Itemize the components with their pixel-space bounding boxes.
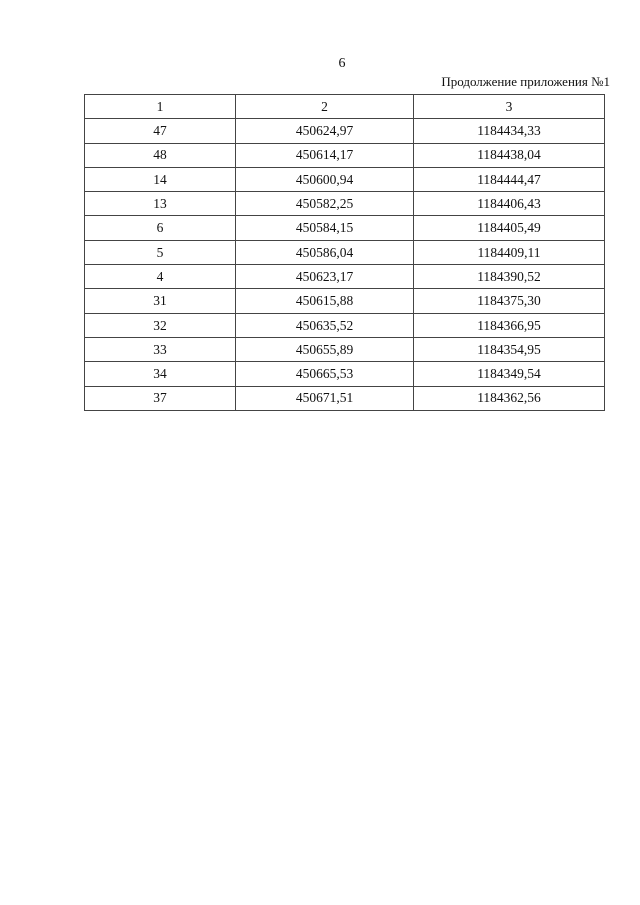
table-cell: 1184405,49 (414, 216, 605, 240)
table-cell: 450600,94 (236, 167, 414, 191)
table-row (85, 289, 605, 313)
table-cell: 450624,97 (236, 119, 414, 143)
table-cell: 1184434,33 (414, 119, 605, 143)
page-number: 6 (338, 56, 346, 71)
column-header: 3 (414, 95, 605, 119)
continuation-heading: Продолжение приложения №1 (441, 74, 610, 89)
table-cell: 48 (85, 143, 236, 167)
table-row (85, 337, 605, 361)
column-header: 1 (85, 95, 236, 119)
table-cell: 1184349,54 (414, 362, 605, 386)
table-cell: 450582,25 (236, 192, 414, 216)
table-cell: 450586,04 (236, 240, 414, 264)
table-cell: 1184406,43 (414, 192, 605, 216)
table-body (85, 95, 605, 411)
table-cell: 13 (85, 192, 236, 216)
table-row (85, 386, 605, 410)
table-cell: 450614,17 (236, 143, 414, 167)
table-cell: 34 (85, 362, 236, 386)
table-cell: 450635,52 (236, 313, 414, 337)
table-row (85, 265, 605, 289)
table-row (85, 143, 605, 167)
table-header-row (85, 95, 605, 119)
table-row (85, 313, 605, 337)
table-cell: 1184354,95 (414, 337, 605, 361)
table-cell: 1184438,04 (414, 143, 605, 167)
table-cell: 450655,89 (236, 337, 414, 361)
table-cell: 14 (85, 167, 236, 191)
table-row (85, 216, 605, 240)
table-cell: 450671,51 (236, 386, 414, 410)
table-cell: 32 (85, 313, 236, 337)
table-cell: 1184390,52 (414, 265, 605, 289)
coordinates-table (84, 94, 605, 411)
table-cell: 5 (85, 240, 236, 264)
table-cell: 1184362,56 (414, 386, 605, 410)
table-row (85, 119, 605, 143)
table-cell: 450584,15 (236, 216, 414, 240)
table-cell: 4 (85, 265, 236, 289)
table-row (85, 240, 605, 264)
table-cell: 6 (85, 216, 236, 240)
table-cell: 33 (85, 337, 236, 361)
column-header: 2 (236, 95, 414, 119)
table-row (85, 362, 605, 386)
table-cell: 37 (85, 386, 236, 410)
table-row (85, 192, 605, 216)
table-cell: 450623,17 (236, 265, 414, 289)
table-cell: 450665,53 (236, 362, 414, 386)
table-cell: 31 (85, 289, 236, 313)
table-cell: 1184375,30 (414, 289, 605, 313)
table-cell: 1184366,95 (414, 313, 605, 337)
table-cell: 1184409,11 (414, 240, 605, 264)
table-cell: 1184444,47 (414, 167, 605, 191)
table-row (85, 167, 605, 191)
table-cell: 47 (85, 119, 236, 143)
table-cell: 450615,88 (236, 289, 414, 313)
